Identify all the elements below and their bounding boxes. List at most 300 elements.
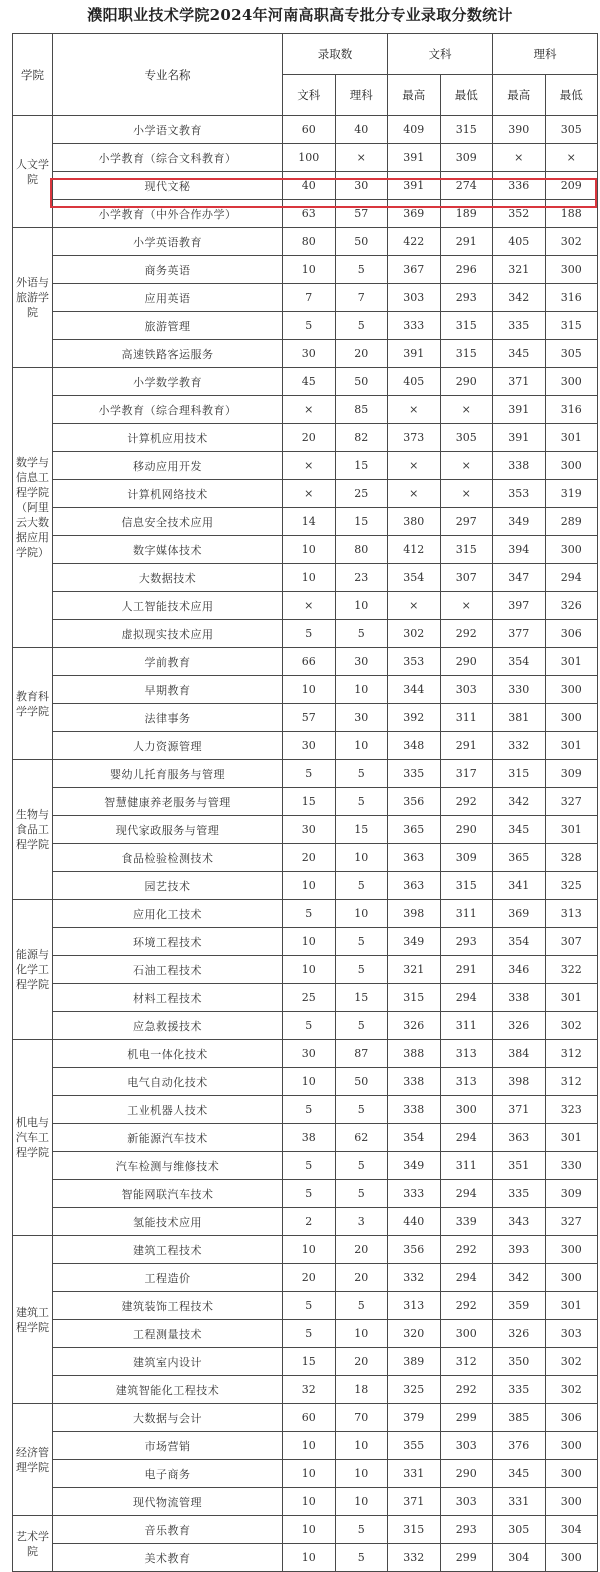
table-row xyxy=(13,116,598,144)
wen-max-cell: × xyxy=(388,452,441,480)
admit-li-cell: 25 xyxy=(335,480,388,508)
li-min-cell: 309 xyxy=(545,760,598,788)
wen-min-cell: 297 xyxy=(440,508,493,536)
admit-wen-cell: 10 xyxy=(283,1516,336,1544)
major-name: 工业机器人技术 xyxy=(53,1096,283,1124)
li-max-cell: 304 xyxy=(493,1544,546,1572)
admit-wen-cell: 40 xyxy=(283,172,336,200)
admit-li-cell: 10 xyxy=(335,1320,388,1348)
major-name: 石油工程技术 xyxy=(53,956,283,984)
major-name: 小学教育（综合理科教育） xyxy=(53,396,283,424)
major-name: 高速铁路客运服务 xyxy=(53,340,283,368)
wen-max-cell: 348 xyxy=(388,732,441,760)
major-name: 环境工程技术 xyxy=(53,928,283,956)
major-name: 园艺技术 xyxy=(53,872,283,900)
admit-wen-cell: 25 xyxy=(283,984,336,1012)
li-max-cell: 330 xyxy=(493,676,546,704)
li-min-cell: 302 xyxy=(545,1376,598,1404)
li-max-cell: 391 xyxy=(493,424,546,452)
header-wen-group: 文科 xyxy=(388,34,493,75)
table-row xyxy=(13,1096,598,1124)
table-row xyxy=(13,984,598,1012)
wen-max-cell: 332 xyxy=(388,1544,441,1572)
wen-max-cell: 369 xyxy=(388,200,441,228)
admit-li-cell: 40 xyxy=(335,116,388,144)
wen-min-cell: × xyxy=(440,452,493,480)
table-row xyxy=(13,144,598,172)
wen-max-cell: 313 xyxy=(388,1292,441,1320)
wen-min-cell: 294 xyxy=(440,1180,493,1208)
wen-max-cell: 388 xyxy=(388,1040,441,1068)
wen-max-cell: 302 xyxy=(388,620,441,648)
table-row xyxy=(13,452,598,480)
wen-min-cell: 300 xyxy=(440,1320,493,1348)
li-max-cell: 341 xyxy=(493,872,546,900)
admit-wen-cell: 80 xyxy=(283,228,336,256)
college-name: 生物与食品工程学院 xyxy=(13,760,53,900)
college-name: 外语与旅游学院 xyxy=(13,228,53,368)
major-name: 工程测量技术 xyxy=(53,1320,283,1348)
wen-min-cell: 292 xyxy=(440,620,493,648)
wen-max-cell: 338 xyxy=(388,1068,441,1096)
li-max-cell: 331 xyxy=(493,1488,546,1516)
admit-li-cell: 5 xyxy=(335,1292,388,1320)
wen-max-cell: 335 xyxy=(388,760,441,788)
wen-max-cell: 391 xyxy=(388,144,441,172)
wen-max-cell: × xyxy=(388,592,441,620)
table-row xyxy=(13,396,598,424)
admit-wen-cell: 38 xyxy=(283,1124,336,1152)
li-max-cell: 363 xyxy=(493,1124,546,1152)
wen-min-cell: 299 xyxy=(440,1404,493,1432)
li-max-cell: 405 xyxy=(493,228,546,256)
wen-max-cell: 315 xyxy=(388,1516,441,1544)
wen-max-cell: 371 xyxy=(388,1488,441,1516)
wen-max-cell: 422 xyxy=(388,228,441,256)
admit-li-cell: 50 xyxy=(335,1068,388,1096)
admit-li-cell: 30 xyxy=(335,172,388,200)
li-min-cell: 300 xyxy=(545,1544,598,1572)
admit-wen-cell: 10 xyxy=(283,1544,336,1572)
table-body xyxy=(13,116,598,1572)
table-row xyxy=(13,956,598,984)
wen-max-cell: 363 xyxy=(388,844,441,872)
major-name: 小学教育（中外合作办学） xyxy=(53,200,283,228)
admit-li-cell: 15 xyxy=(335,984,388,1012)
admit-wen-cell: 14 xyxy=(283,508,336,536)
admit-li-cell: 5 xyxy=(335,1544,388,1572)
header-li-max: 最高 xyxy=(493,75,546,116)
li-min-cell: 327 xyxy=(545,788,598,816)
major-name: 机电一体化技术 xyxy=(53,1040,283,1068)
li-max-cell: 393 xyxy=(493,1236,546,1264)
major-name: 应用英语 xyxy=(53,284,283,312)
table-row xyxy=(13,424,598,452)
admit-wen-cell: 5 xyxy=(283,620,336,648)
major-name: 建筑室内设计 xyxy=(53,1348,283,1376)
major-name: 数字媒体技术 xyxy=(53,536,283,564)
li-max-cell: 305 xyxy=(493,1516,546,1544)
admit-wen-cell: 10 xyxy=(283,1432,336,1460)
admit-wen-cell: 30 xyxy=(283,340,336,368)
major-name: 电子商务 xyxy=(53,1460,283,1488)
admit-wen-cell: 5 xyxy=(283,1096,336,1124)
wen-min-cell: 311 xyxy=(440,704,493,732)
admit-wen-cell: 20 xyxy=(283,1264,336,1292)
admit-wen-cell: 15 xyxy=(283,1348,336,1376)
li-max-cell: 315 xyxy=(493,760,546,788)
admit-wen-cell: 10 xyxy=(283,536,336,564)
wen-max-cell: 356 xyxy=(388,788,441,816)
header-admit-wen: 文科 xyxy=(283,75,336,116)
li-min-cell: 302 xyxy=(545,1348,598,1376)
table-row xyxy=(13,508,598,536)
wen-min-cell: × xyxy=(440,396,493,424)
major-name: 法律事务 xyxy=(53,704,283,732)
admit-li-cell: 5 xyxy=(335,620,388,648)
li-min-cell: 300 xyxy=(545,368,598,396)
admit-wen-cell: 10 xyxy=(283,256,336,284)
major-name: 工程造价 xyxy=(53,1264,283,1292)
admit-wen-cell: 5 xyxy=(283,1320,336,1348)
table-row xyxy=(13,872,598,900)
li-min-cell: 300 xyxy=(545,1432,598,1460)
admit-wen-cell: 10 xyxy=(283,564,336,592)
admit-li-cell: 5 xyxy=(335,1180,388,1208)
table-row xyxy=(13,1152,598,1180)
header-major: 专业名称 xyxy=(53,34,283,116)
major-name: 智慧健康养老服务与管理 xyxy=(53,788,283,816)
page-title: 濮阳职业技术学院2024年河南高职高专批分专业录取分数统计 xyxy=(87,6,513,24)
wen-max-cell: 389 xyxy=(388,1348,441,1376)
wen-min-cell: 292 xyxy=(440,1236,493,1264)
admit-wen-cell: 20 xyxy=(283,844,336,872)
wen-min-cell: 292 xyxy=(440,1292,493,1320)
wen-min-cell: 315 xyxy=(440,340,493,368)
li-max-cell: 376 xyxy=(493,1432,546,1460)
li-min-cell: 316 xyxy=(545,396,598,424)
table-row xyxy=(13,1460,598,1488)
li-min-cell: 289 xyxy=(545,508,598,536)
li-max-cell: 347 xyxy=(493,564,546,592)
admit-li-cell: 5 xyxy=(335,1012,388,1040)
admit-li-cell: 5 xyxy=(335,1152,388,1180)
table-row xyxy=(13,704,598,732)
wen-max-cell: 354 xyxy=(388,564,441,592)
wen-min-cell: 292 xyxy=(440,1376,493,1404)
admit-li-cell: 80 xyxy=(335,536,388,564)
table-row xyxy=(13,312,598,340)
admit-li-cell: 10 xyxy=(335,1460,388,1488)
table-row xyxy=(13,1432,598,1460)
admit-wen-cell: 5 xyxy=(283,312,336,340)
wen-min-cell: 294 xyxy=(440,1124,493,1152)
admit-li-cell: 70 xyxy=(335,1404,388,1432)
wen-min-cell: 303 xyxy=(440,1488,493,1516)
major-name: 大数据与会计 xyxy=(53,1404,283,1432)
major-name: 美术教育 xyxy=(53,1544,283,1572)
wen-min-cell: 309 xyxy=(440,144,493,172)
major-name: 小学英语教育 xyxy=(53,228,283,256)
li-min-cell: 319 xyxy=(545,480,598,508)
wen-min-cell: 300 xyxy=(440,1096,493,1124)
header-admit-li: 理科 xyxy=(335,75,388,116)
li-min-cell: 300 xyxy=(545,1264,598,1292)
wen-min-cell: 315 xyxy=(440,536,493,564)
admit-wen-cell: 63 xyxy=(283,200,336,228)
admit-li-cell: 20 xyxy=(335,1236,388,1264)
li-min-cell: 302 xyxy=(545,228,598,256)
li-max-cell: 336 xyxy=(493,172,546,200)
admit-wen-cell: 20 xyxy=(283,424,336,452)
wen-min-cell: 312 xyxy=(440,1348,493,1376)
li-max-cell: 397 xyxy=(493,592,546,620)
admit-li-cell: 5 xyxy=(335,1516,388,1544)
admit-wen-cell: 5 xyxy=(283,1180,336,1208)
table-row xyxy=(13,1404,598,1432)
li-min-cell: 303 xyxy=(545,1320,598,1348)
major-name: 计算机应用技术 xyxy=(53,424,283,452)
admit-li-cell: 5 xyxy=(335,788,388,816)
li-min-cell: 306 xyxy=(545,1404,598,1432)
wen-max-cell: 373 xyxy=(388,424,441,452)
admit-li-cell: 5 xyxy=(335,872,388,900)
major-name: 虚拟现实技术应用 xyxy=(53,620,283,648)
admit-wen-cell: × xyxy=(283,396,336,424)
wen-max-cell: 349 xyxy=(388,928,441,956)
wen-max-cell: 440 xyxy=(388,1208,441,1236)
college-name: 艺术学院 xyxy=(13,1516,53,1572)
li-min-cell: 300 xyxy=(545,1460,598,1488)
wen-max-cell: 338 xyxy=(388,1096,441,1124)
table-row xyxy=(13,732,598,760)
wen-max-cell: 315 xyxy=(388,984,441,1012)
table-row xyxy=(13,1180,598,1208)
li-max-cell: 352 xyxy=(493,200,546,228)
wen-min-cell: 311 xyxy=(440,1152,493,1180)
major-name: 早期教育 xyxy=(53,676,283,704)
wen-min-cell: 299 xyxy=(440,1544,493,1572)
li-max-cell: 354 xyxy=(493,928,546,956)
admit-wen-cell: 10 xyxy=(283,1488,336,1516)
table-row xyxy=(13,1124,598,1152)
li-min-cell: 301 xyxy=(545,1124,598,1152)
admit-li-cell: 15 xyxy=(335,452,388,480)
li-max-cell: 335 xyxy=(493,1180,546,1208)
admit-wen-cell: 10 xyxy=(283,676,336,704)
admit-wen-cell: 5 xyxy=(283,1012,336,1040)
li-max-cell: 345 xyxy=(493,816,546,844)
admit-li-cell: 15 xyxy=(335,816,388,844)
li-max-cell: 365 xyxy=(493,844,546,872)
table-row xyxy=(13,340,598,368)
wen-max-cell: 367 xyxy=(388,256,441,284)
wen-min-cell: 293 xyxy=(440,928,493,956)
major-name: 现代文秘 xyxy=(53,172,283,200)
wen-max-cell: 363 xyxy=(388,872,441,900)
table-row xyxy=(13,172,598,200)
li-max-cell: 384 xyxy=(493,1040,546,1068)
admit-li-cell: 10 xyxy=(335,1488,388,1516)
table-row xyxy=(13,564,598,592)
college-name: 机电与汽车工程学院 xyxy=(13,1040,53,1236)
admission-score-table xyxy=(12,33,598,1572)
table-row xyxy=(13,816,598,844)
admit-wen-cell: 5 xyxy=(283,1292,336,1320)
major-name: 应急救援技术 xyxy=(53,1012,283,1040)
wen-min-cell: 189 xyxy=(440,200,493,228)
wen-min-cell: 305 xyxy=(440,424,493,452)
li-min-cell: 209 xyxy=(545,172,598,200)
li-max-cell: 332 xyxy=(493,732,546,760)
major-name: 学前教育 xyxy=(53,648,283,676)
li-max-cell: 335 xyxy=(493,312,546,340)
table-row xyxy=(13,928,598,956)
li-max-cell: × xyxy=(493,144,546,172)
li-max-cell: 398 xyxy=(493,1068,546,1096)
li-max-cell: 346 xyxy=(493,956,546,984)
admit-li-cell: 7 xyxy=(335,284,388,312)
admit-wen-cell: 60 xyxy=(283,1404,336,1432)
wen-max-cell: 349 xyxy=(388,1152,441,1180)
li-min-cell: 301 xyxy=(545,984,598,1012)
li-min-cell: 306 xyxy=(545,620,598,648)
wen-min-cell: 293 xyxy=(440,284,493,312)
major-name: 音乐教育 xyxy=(53,1516,283,1544)
wen-min-cell: 294 xyxy=(440,984,493,1012)
wen-min-cell: 291 xyxy=(440,228,493,256)
admit-li-cell: 20 xyxy=(335,1264,388,1292)
table-row xyxy=(13,1040,598,1068)
li-max-cell: 335 xyxy=(493,1376,546,1404)
li-max-cell: 342 xyxy=(493,788,546,816)
li-min-cell: 300 xyxy=(545,1488,598,1516)
admit-li-cell: 10 xyxy=(335,592,388,620)
wen-max-cell: 365 xyxy=(388,816,441,844)
admit-wen-cell: 15 xyxy=(283,788,336,816)
major-name: 材料工程技术 xyxy=(53,984,283,1012)
wen-max-cell: 333 xyxy=(388,1180,441,1208)
major-name: 移动应用开发 xyxy=(53,452,283,480)
admit-li-cell: 18 xyxy=(335,1376,388,1404)
wen-max-cell: 321 xyxy=(388,956,441,984)
li-min-cell: 330 xyxy=(545,1152,598,1180)
admit-li-cell: 10 xyxy=(335,732,388,760)
li-max-cell: 321 xyxy=(493,256,546,284)
major-name: 现代物流管理 xyxy=(53,1488,283,1516)
wen-min-cell: 294 xyxy=(440,1264,493,1292)
wen-max-cell: 320 xyxy=(388,1320,441,1348)
major-name: 建筑装饰工程技术 xyxy=(53,1292,283,1320)
college-name: 经济管理学院 xyxy=(13,1404,53,1516)
li-max-cell: 371 xyxy=(493,1096,546,1124)
li-min-cell: 301 xyxy=(545,732,598,760)
admit-li-cell: × xyxy=(335,144,388,172)
admit-li-cell: 15 xyxy=(335,508,388,536)
wen-min-cell: 290 xyxy=(440,648,493,676)
li-min-cell: 300 xyxy=(545,704,598,732)
admit-wen-cell: 10 xyxy=(283,956,336,984)
li-max-cell: 338 xyxy=(493,984,546,1012)
admit-wen-cell: 10 xyxy=(283,1460,336,1488)
wen-min-cell: 291 xyxy=(440,956,493,984)
table-row xyxy=(13,1208,598,1236)
wen-max-cell: 332 xyxy=(388,1264,441,1292)
admit-wen-cell: 30 xyxy=(283,732,336,760)
table-row xyxy=(13,1320,598,1348)
li-min-cell: 323 xyxy=(545,1096,598,1124)
admit-wen-cell: × xyxy=(283,592,336,620)
admit-li-cell: 20 xyxy=(335,340,388,368)
li-min-cell: 300 xyxy=(545,536,598,564)
major-name: 计算机网络技术 xyxy=(53,480,283,508)
li-max-cell: 371 xyxy=(493,368,546,396)
admit-li-cell: 30 xyxy=(335,704,388,732)
admit-wen-cell: 5 xyxy=(283,900,336,928)
admit-li-cell: 50 xyxy=(335,368,388,396)
admit-li-cell: 85 xyxy=(335,396,388,424)
table-row xyxy=(13,1544,598,1572)
li-max-cell: 345 xyxy=(493,1460,546,1488)
major-name: 市场营销 xyxy=(53,1432,283,1460)
wen-max-cell: 353 xyxy=(388,648,441,676)
admit-wen-cell: 66 xyxy=(283,648,336,676)
table-row xyxy=(13,1376,598,1404)
major-name: 小学教育（综合文科教育） xyxy=(53,144,283,172)
wen-max-cell: 405 xyxy=(388,368,441,396)
li-max-cell: 338 xyxy=(493,452,546,480)
admit-li-cell: 5 xyxy=(335,312,388,340)
wen-max-cell: 412 xyxy=(388,536,441,564)
admit-wen-cell: 30 xyxy=(283,816,336,844)
header-wen-min: 最低 xyxy=(440,75,493,116)
major-name: 氢能技术应用 xyxy=(53,1208,283,1236)
li-max-cell: 390 xyxy=(493,116,546,144)
college-name: 建筑工程学院 xyxy=(13,1236,53,1404)
table-row xyxy=(13,536,598,564)
major-name: 大数据技术 xyxy=(53,564,283,592)
admit-wen-cell: 5 xyxy=(283,1152,336,1180)
li-min-cell: 315 xyxy=(545,312,598,340)
table-row xyxy=(13,1264,598,1292)
admit-wen-cell: 7 xyxy=(283,284,336,312)
li-max-cell: 351 xyxy=(493,1152,546,1180)
admit-li-cell: 87 xyxy=(335,1040,388,1068)
wen-max-cell: 325 xyxy=(388,1376,441,1404)
li-min-cell: 301 xyxy=(545,1292,598,1320)
table-row xyxy=(13,788,598,816)
wen-min-cell: 315 xyxy=(440,116,493,144)
major-name: 智能网联汽车技术 xyxy=(53,1180,283,1208)
wen-max-cell: 356 xyxy=(388,1236,441,1264)
major-name: 人力资源管理 xyxy=(53,732,283,760)
li-max-cell: 385 xyxy=(493,1404,546,1432)
admit-wen-cell: × xyxy=(283,452,336,480)
table-row xyxy=(13,1488,598,1516)
wen-min-cell: 274 xyxy=(440,172,493,200)
wen-min-cell: 311 xyxy=(440,900,493,928)
admit-li-cell: 5 xyxy=(335,928,388,956)
wen-min-cell: 309 xyxy=(440,844,493,872)
li-min-cell: 309 xyxy=(545,1180,598,1208)
wen-max-cell: 344 xyxy=(388,676,441,704)
table-row xyxy=(13,228,598,256)
li-min-cell: 294 xyxy=(545,564,598,592)
major-name: 汽车检测与维修技术 xyxy=(53,1152,283,1180)
wen-min-cell: 291 xyxy=(440,732,493,760)
li-max-cell: 349 xyxy=(493,508,546,536)
li-min-cell: 300 xyxy=(545,1236,598,1264)
